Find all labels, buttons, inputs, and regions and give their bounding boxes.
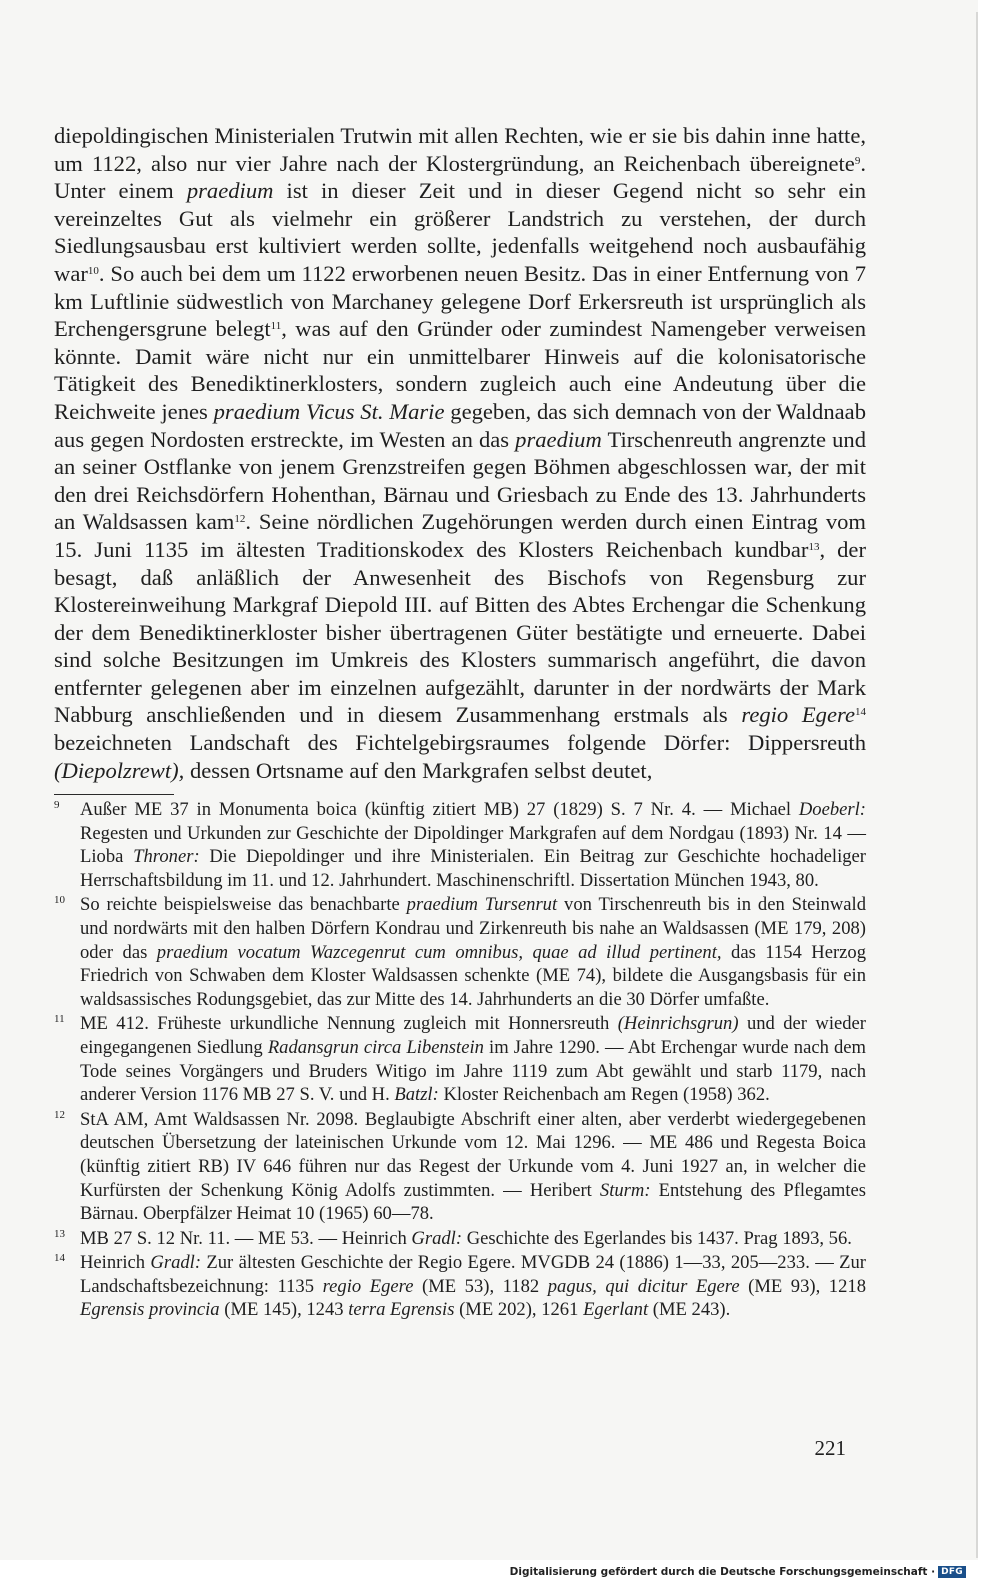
text-run: Heinrich — [80, 1252, 151, 1274]
text-run: und der wieder eingegangenen Siedlung — [80, 1013, 866, 1058]
footnotes-section — [54, 798, 866, 1323]
italic-run: regio Egere — [322, 1275, 414, 1297]
body-paragraph — [54, 122, 866, 784]
italic-run: Gradl: — [411, 1227, 463, 1249]
body-text — [54, 122, 866, 784]
text-run: (ME 53), 1182 — [413, 1275, 548, 1297]
italic-run: Gradl: — [150, 1252, 202, 1274]
text-run: diepoldingischen Ministerialen Trutwin mit allen Rechten, wie er sie bis dahin inne hatte, um 1122, also nur vier Jahre nach der Klostergründung, an Reichenbach übereignete — [54, 123, 866, 176]
footnote-text — [80, 1013, 866, 1105]
italic-run: praedium vocatum Wazcegenrut cum omnibus, quae ad illud pertinent, — [156, 941, 722, 963]
footnote-14 — [54, 1251, 866, 1322]
italic-run: praedium Vicus St. Marie — [213, 398, 445, 424]
text-run: dessen Ortsname auf den Markgrafen selbst deutet, — [184, 757, 653, 783]
text-run: ist in dieser Zeit und in dieser Gegend nicht so sehr ein vereinzeltes Gut als vielmehr ein größerer Landstrich zu verstehen, der durch Siedlungsausbau erst kultiviert werden sollte, jedenfalls weitgehend noch ausbaufähig war — [54, 178, 867, 286]
italic-run: Radansgrun circa Libenstein — [267, 1036, 484, 1058]
footnote-number: 10 — [54, 894, 65, 907]
text-run: Kloster Reichenbach am Regen (1958) 362. — [438, 1084, 770, 1106]
footnote-11 — [54, 1012, 866, 1106]
footnote-separator — [54, 794, 174, 795]
italic-run: Sturm: — [599, 1179, 651, 1201]
footnote-reference: 13 — [808, 540, 820, 553]
italic-run: (Diepolzrewt), — [54, 757, 185, 783]
text-run: StA AM, Amt Waldsassen Nr. 2098. Beglaubigte Abschrift einer alten, aber verderbt wiedergegebenen deutschen Übersetzung der lateinischen Urkunde vom 12. Mai 1296. — ME 486 und Regesta Boica (künftig zitiert RB) IV 646 führen nur das Regest der Urkunde vom 4. Juni 1927 an, in welcher die Kurfürsten der Schenkung König Adolfs zustimmten. — Heribert — [80, 1108, 866, 1201]
italic-run: terra Egrensis — [348, 1299, 455, 1321]
text-run: gegeben, das sich demnach von der Waldnaab aus gegen Nordosten erstreckte, im Westen an das — [54, 398, 866, 452]
footnote-13 — [54, 1227, 866, 1251]
page-number: 221 — [814, 1436, 846, 1460]
text-run: . So auch bei dem um 1122 erworbenen neuen Besitz. Das in einer Entfernung von 7 km Luftlinie südwestlich von Marchaney gelegene Dorf Erkersreuth ist ursprünglich als Erchengersgrune belegt — [54, 260, 866, 342]
italic-run: pagus, qui dicitur Egere — [547, 1275, 740, 1297]
footnote-9 — [54, 798, 866, 892]
page-edge-shadow — [976, 12, 978, 1558]
text-run: Tirschenreuth angrenzte und an seiner Ostflanke von jenem Grenzstreifen gegen Böhmen abgeschlossen war, der mit den drei Reichsdörfern Hohenthan, Bärnau und Griesbach zu Ende des 13. Jahrhunderts an Waldsassen kam — [54, 426, 867, 535]
footnote-number: 11 — [54, 1013, 65, 1026]
text-run: Die Diepoldinger und ihre Ministerialen. Ein Beitrag zur Geschichte hochadeliger Herrschaftsbildung im 11. und 12. Jahrhundert. Maschinenschriftl. Dissertation München 1943, 80. — [80, 846, 866, 891]
italic-run: Batzl: — [394, 1084, 439, 1106]
footnote-reference: 10 — [87, 264, 99, 277]
footnote-text — [80, 1252, 866, 1320]
footnote-number: 12 — [54, 1108, 65, 1121]
footnote-12 — [54, 1108, 866, 1226]
text-run: Zur ältesten Geschichte der Regio Egere. MVGDB 24 (1886) 1—33, 205—233. — Zur Landschaftsbezeichnung: 1135 — [80, 1252, 866, 1297]
text-run: (ME 202), 1261 — [454, 1299, 584, 1321]
footnote-text — [80, 1228, 852, 1249]
footnote-reference: 9 — [854, 154, 861, 167]
digitization-credit-text: Digitalisierung gefördert durch die Deutsche Forschungsgemeinschaft · — [509, 1566, 936, 1578]
text-run: Regesten und Urkunden zur Geschichte der Dipoldinger Markgrafen auf dem Nordgau (1893) Nr. 14 — Lioba — [80, 822, 866, 868]
italic-run: praedium — [515, 426, 602, 452]
footnote-text — [80, 799, 866, 891]
text-run: , was auf den Gründer oder zumindest Namengeber verweisen könnte. Damit wäre nicht nur ein unmittelbarer Hinweis auf die kolonisatorische Tätigkeit des Benediktinerklosters, sondern zugleich auch eine Andeutung über die Reichweite jenes — [54, 316, 866, 424]
text-run: Geschichte des Egerlandes bis 1437. Prag 1893, 56. — [462, 1227, 852, 1249]
text-run: (ME 93), 1218 — [739, 1275, 866, 1297]
footnote-reference: 12 — [234, 513, 246, 526]
italic-run: Doeberl: — [798, 799, 866, 820]
italic-run: praedium Tursenrut — [406, 894, 558, 916]
text-run: ME 412. Früheste urkundliche Nennung zugleich mit Honnersreuth — [80, 1013, 618, 1035]
text-run: , der besagt, daß anläßlich der Anwesenheit des Bischofs von Regensburg zur Klostereinweihung Markgraf Diepold III. auf Bitten des Abtes Erchengar die Schenkung der dem Benediktinerkloster bisher übertragenen Güter bestätigte und erneuerte. Dabei sind solche Besitzungen im Umkreis des Klosters summarisch angeführt, die davon entfernter gelegenen aber im einzelnen aufgezählt, darunter in der nordwärts der Mark Nabburg anschließenden und in diesem Zusammenhang erstmals als — [54, 536, 866, 728]
footnote-10 — [54, 893, 866, 1011]
text-run: MB 27 S. 12 Nr. 11. — ME 53. — Heinrich — [80, 1227, 412, 1249]
text-run: das 1154 Herzog Friedrich von Schwaben dem Kloster Waldsassen schenkte (ME 74), bildete die Ausgangsbasis für ein waldsassisches Rodungsgebiet, das zur Mitte des 14. Jahrhunderts an die 30 Dörfer umfaßte. — [80, 941, 866, 1010]
footnote-number: 14 — [54, 1252, 65, 1265]
text-run: (ME 145), 1243 — [219, 1299, 349, 1321]
text-run: im Jahre 1290. — Abt Erchengar wurde nach dem Tode seines Vorgängers und Bruders Witigo im Jahre 1119 zum Abt gewählt und starb 1179, nach anderer Version 1176 MB 27 S. V. und H. — [80, 1036, 866, 1106]
text-run: Außer ME 37 in Monumenta boica (künftig zitiert MB) 27 (1829) S. 7 Nr. 4. — Michael — [80, 799, 799, 820]
text-run: . Unter einem — [54, 150, 866, 204]
italic-run: (Heinrichsgrun) — [617, 1013, 739, 1035]
text-run: bezeichneten Landschaft des Fichtelgebirgsraumes folgende Dörfer: Dippersreuth — [54, 730, 866, 756]
text-run: . Seine nördlichen Zugehörungen werden durch einen Eintrag vom 15. Juni 1135 im ältesten Traditionskodex des Klosters Reichenbach kundbar — [54, 509, 866, 562]
italic-run: Throner: — [133, 846, 200, 868]
footnote-number: 13 — [54, 1227, 65, 1240]
text-run: von Tirschenreuth bis in den Steinwald und nordwärts mit den halben Dörfern Kondrau und Zirkenreuth bis nahe an Waldsassen (ME 179, 208) oder das — [80, 894, 866, 963]
italic-run: praedium — [186, 178, 274, 204]
digitization-credit — [510, 1566, 966, 1578]
italic-run: regio Egere — [741, 702, 855, 728]
text-run: Entstehung des Pflegamtes Bärnau. Oberpfälzer Heimat 10 (1965) 60—78. — [80, 1179, 866, 1225]
footnote-reference: 14 — [854, 706, 866, 719]
footnote-number: 9 — [54, 799, 60, 811]
footnote-text — [80, 894, 866, 1009]
italic-run: Egrensis provincia — [80, 1299, 220, 1321]
footnote-reference: 11 — [270, 320, 282, 333]
footnote-text — [80, 1109, 866, 1224]
text-run: (ME 243). — [648, 1299, 731, 1321]
text-run: So reichte beispielsweise das benachbarte — [80, 894, 407, 916]
dfg-logo: DFG — [938, 1566, 966, 1578]
italic-run: Egerlant — [583, 1299, 649, 1321]
